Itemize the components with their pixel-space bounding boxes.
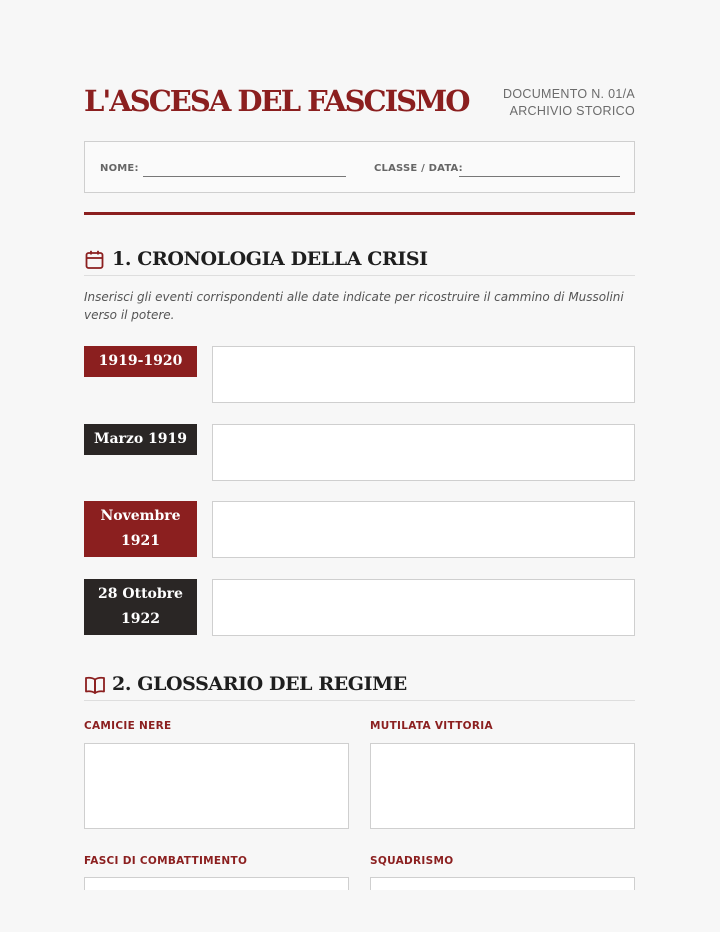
timeline-answer-box[interactable]	[212, 424, 635, 481]
archive-label: ARCHIVIO STORICO	[509, 104, 635, 118]
glossary-term: CAMICIE NERE	[84, 720, 172, 732]
glossary-answer-box[interactable]	[84, 743, 349, 829]
class-date-label: CLASSE / DATA:	[374, 163, 463, 174]
timeline-date: Marzo 1919	[84, 424, 197, 455]
section-instructions: Inserisci gli eventi corrispondenti alle date indicate per ricostruire il cammino di Mussolini verso il potere.	[84, 290, 624, 322]
timeline-answer-box[interactable]	[212, 579, 635, 636]
timeline-date: Novembre 1921	[84, 501, 197, 557]
timeline-row	[84, 424, 635, 481]
timeline-answer-box[interactable]	[212, 346, 635, 403]
page-title: L'ASCESA DEL FASCISMO	[84, 84, 469, 118]
glossary-term: FASCI DI COMBATTIMENTO	[84, 855, 248, 867]
timeline-answer-box[interactable]	[212, 501, 635, 558]
worksheet-header	[84, 84, 635, 124]
timeline-row	[84, 579, 635, 636]
glossary-answer-box[interactable]	[370, 743, 635, 829]
student-info-box	[84, 141, 635, 193]
header-divider	[84, 212, 635, 215]
glossary-term: MUTILATA VITTORIA	[370, 720, 493, 732]
timeline-row	[84, 346, 635, 403]
timeline-date: 28 Ottobre 1922	[84, 579, 197, 635]
timeline-row	[84, 501, 635, 558]
document-number: DOCUMENTO N. 01/A	[503, 87, 635, 101]
section-glossary-heading	[84, 672, 635, 701]
class-date-field[interactable]	[459, 176, 620, 177]
section-title: 2. GLOSSARIO DEL REGIME	[112, 673, 407, 695]
name-field[interactable]	[143, 176, 346, 177]
name-label: NOME:	[100, 163, 139, 174]
document-meta	[503, 86, 635, 120]
open-book-icon	[84, 674, 106, 696]
page-bottom-margin	[0, 890, 720, 932]
section-title: 1. CRONOLOGIA DELLA CRISI	[112, 248, 428, 270]
section-chronology-heading	[84, 247, 635, 276]
timeline-date: 1919-1920	[84, 346, 197, 377]
glossary-term: SQUADRISMO	[370, 855, 454, 867]
calendar-icon	[84, 249, 106, 271]
